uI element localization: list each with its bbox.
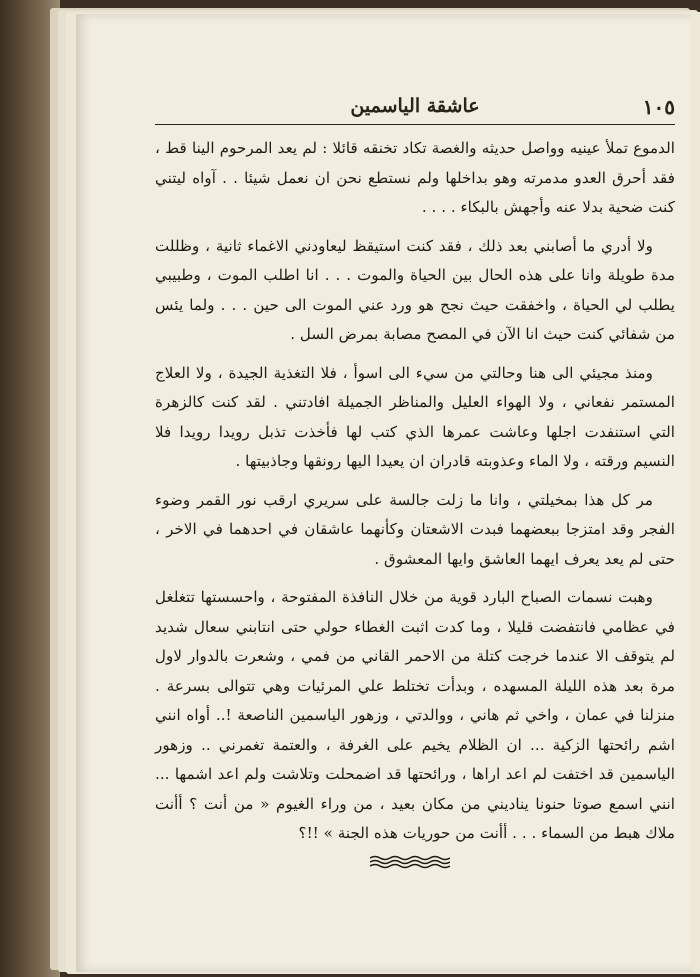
paragraph: الدموع تملأ عينيه وواصل حديثه والغصة تكاد تخنقه قائلا : لم يعد المرحوم الينا قط ، فقد أحرق العدو مدمرته وهو بداخلها ولم نستطع نحن ان نعمل شيئا . . آواه ليتني كنت ضحية بدلا عنه وأجهش بالبكاء . . . . [155, 139, 675, 216]
running-title: عاشقة الياسمين [350, 95, 480, 117]
page-number: ١٠٥ [642, 95, 675, 119]
paragraph: ولا أدري ما أصابني بعد ذلك ، فقد كنت استيقظ ليعاودني الاغماء ثانية ، وظللت مدة طويلة وانا على هذه الحال بين الحياة والموت . . . انا اطلب الموت ، وطبيبي يطلب لي الحياة ، واخفقت حيث نجح هو ورد عني الموت الى حين . . . ولما يئس من شفائي كنت حيث انا الآن في المصح مصابة بمرض السل . [155, 236, 675, 343]
wavy-rule-ornament [370, 855, 450, 869]
body-text [155, 134, 675, 858]
paragraph: ومنذ مجيئي الى هنا وحالتي من سيء الى اسوأ ، فلا التغذية الجيدة ، ولا العلاج المستمر نفعاني ، ولا الهواء العليل والمناظر الجميلة افادتني . لقد كنت كالزهرة التي استنفدت اجلها وعاشت عمرها الذي كتب لها فأخذت تذبل رويدا رويدا فلا النسيم ورقته ، ولا الماء وعذوبته قادران ان يعيدا اليها رونقها وجاذبيتها . [155, 363, 675, 470]
paragraph: مر كل هذا بمخيلتي ، وانا ما زلت جالسة على سريري ارقب نور القمر وضوء الفجر وقد امتزجا ببعضهما فبدت الاشعتان وكأنهما عاشقان في احدهما في الاخر ، حتى لم يعد يعرف ايهما العاشق وايها المعشوق . [155, 490, 675, 568]
paragraph: وهبت نسمات الصباح البارد قوية من خلال النافذة المفتوحة ، واحسستها تتغلغل في عظامي فانتفضت قليلا ، وما كدت اثبت الغطاء حولي حتى انتابني سعال شديد لم يتوقف الا عندما خرجت كتلة من الاحمر القاني من فمي ، وشعرت بالدوار لاول مرة بعد هذه الليلة المسهده ، وبدأت تختلط علي المرئيات وهي تتوالى بسرعة . منزلنا في عمان ، واخي ثم هاني ، ووالدتي ، وزهور الياسمين الناصعة !.. أواه انني اشم رائحتها الزكية ... ان الظلام يخيم على الغرفة ، والعتمة تغمرني .. وزهور الياسمين قد اختفت لم اعد اراها ، ورائحتها قد اضمحلت وتلاشت ولم اعد اشمها ... انني اسمع صوتا حنونا يناديني من مكان بعيد ، من وراء الغيوم « من أنت ؟ أأنت ملاك هبط من السماء . . . أأنت من حوريات هذه الجنة » !!؟ [155, 588, 675, 842]
header-rule [155, 124, 675, 125]
page-header [155, 95, 675, 125]
